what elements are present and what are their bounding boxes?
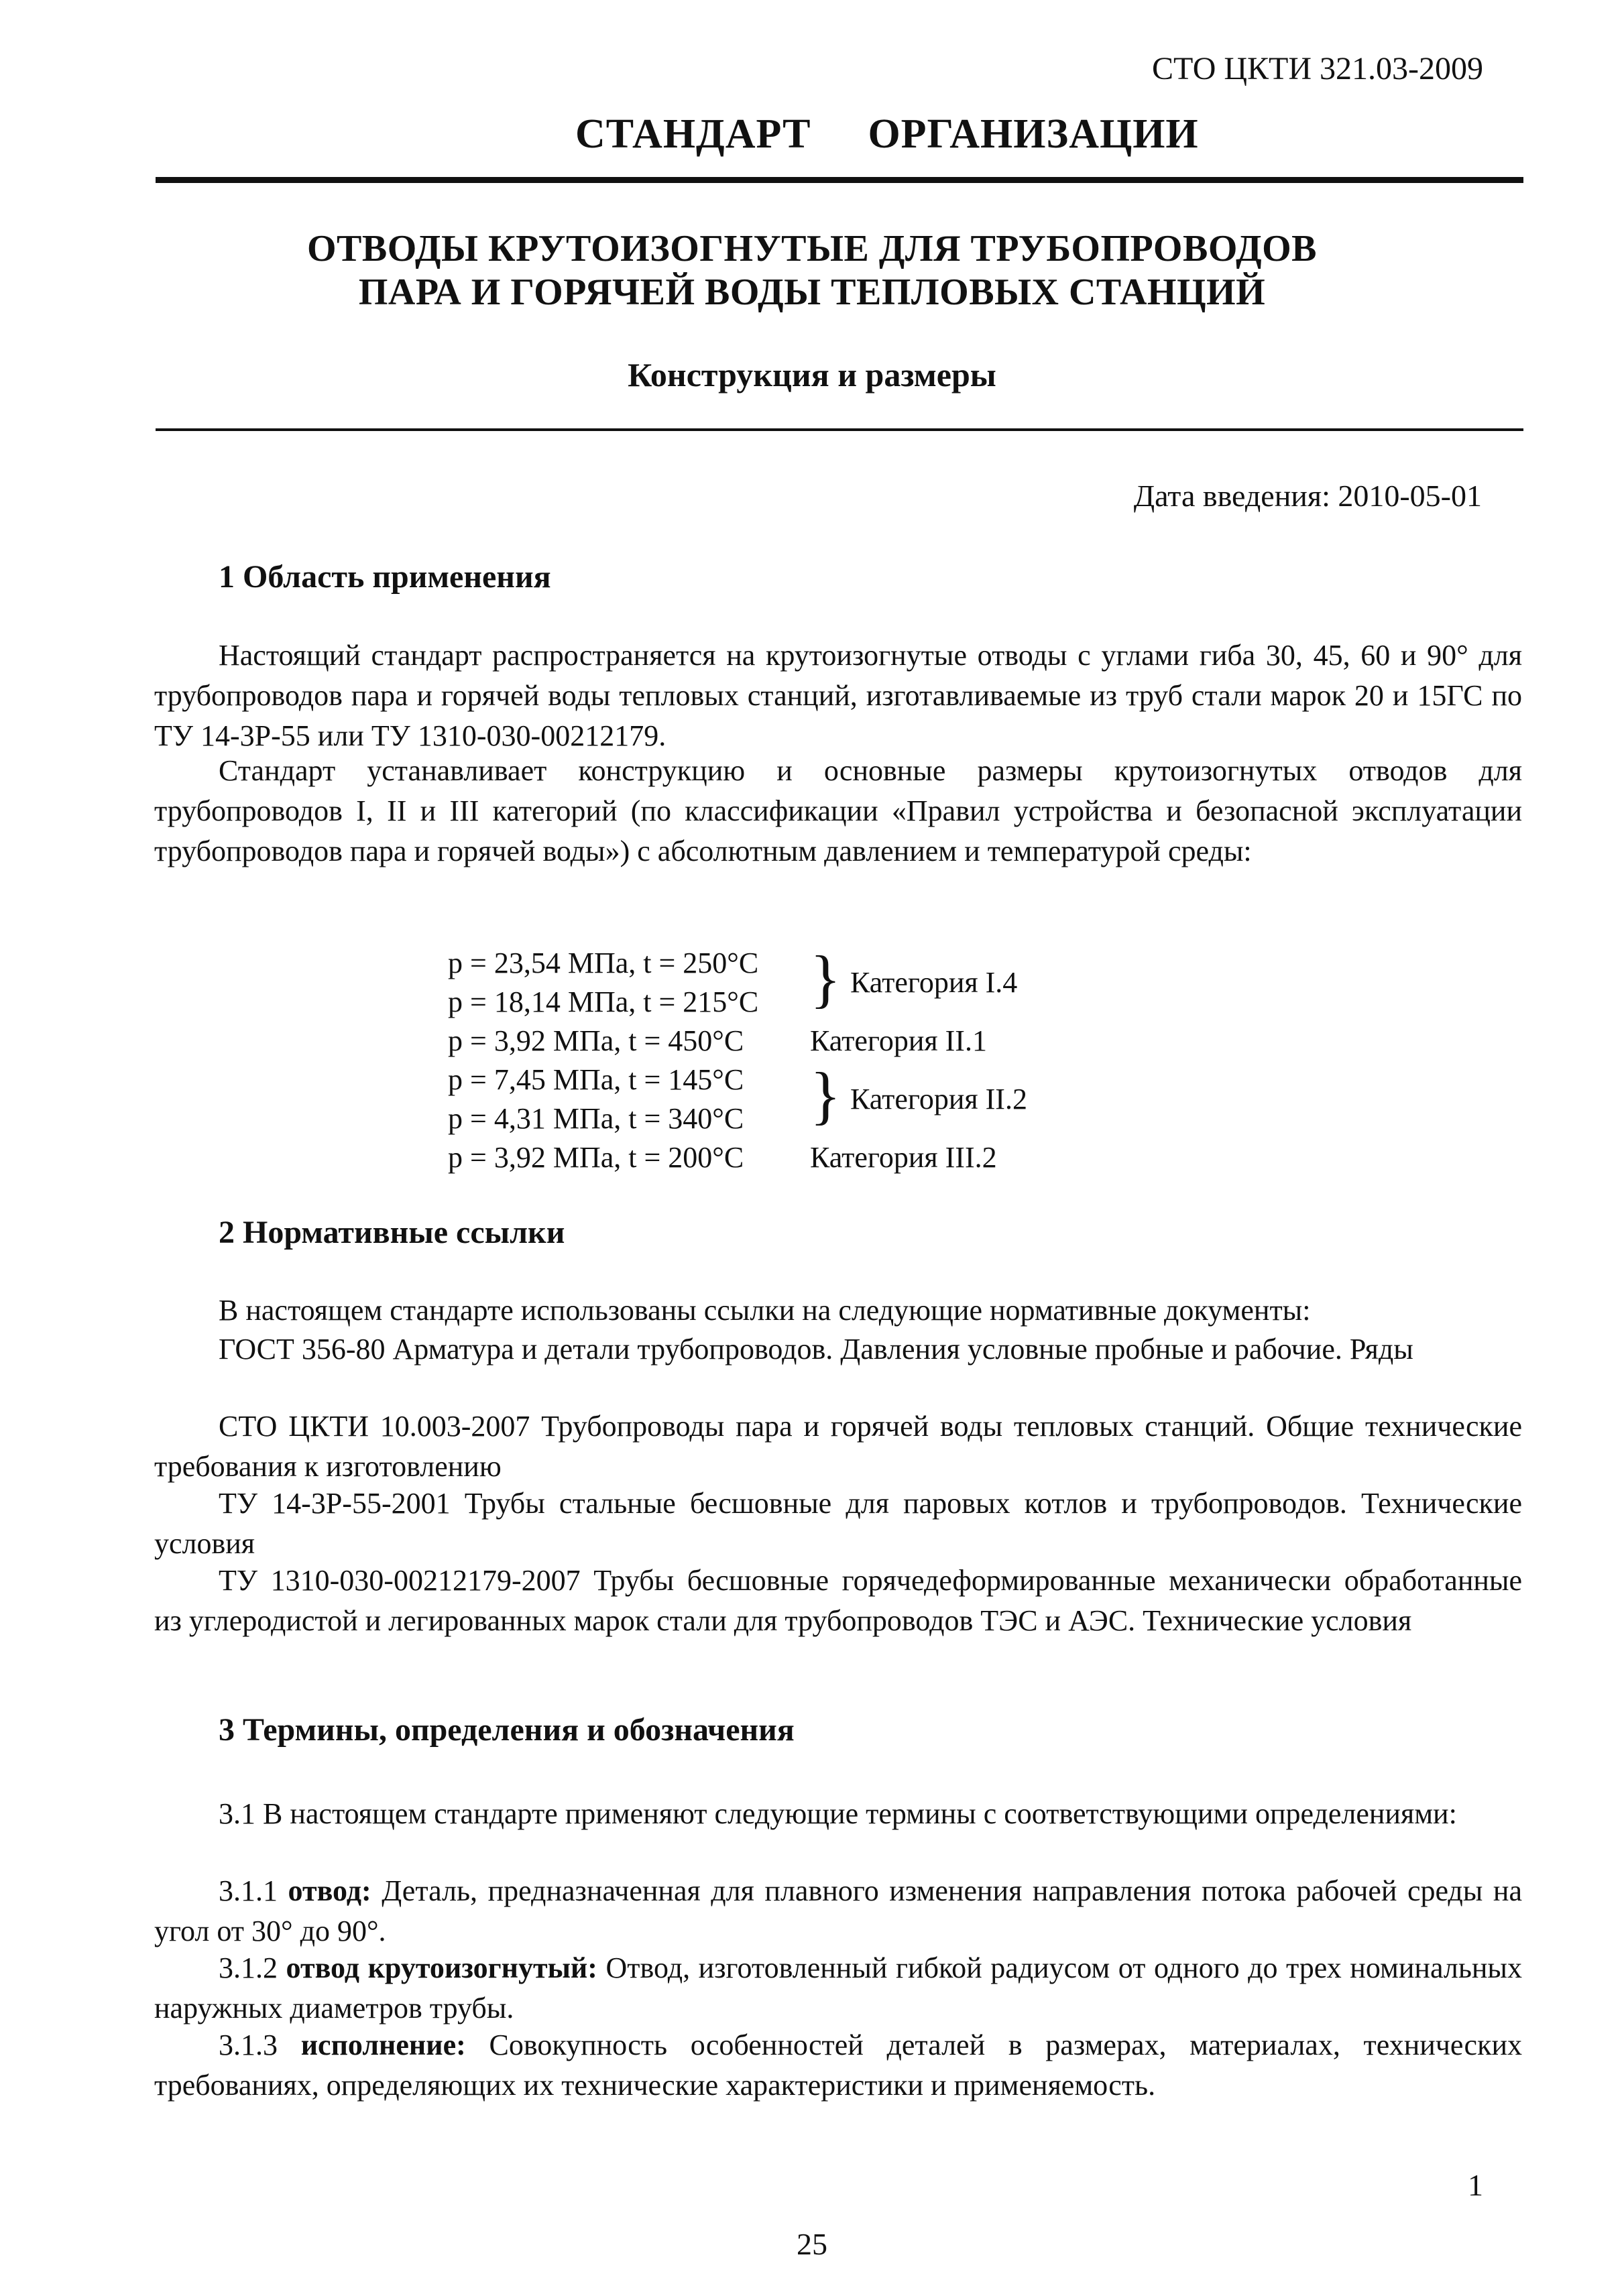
category-label-3: Категория II.2 [850,1083,1027,1115]
title-rule [156,428,1523,431]
section-2-paragraph-1 [154,1290,1522,1331]
doc-subtitle: Конструкция и размеры [628,356,996,394]
page-number-global: 25 [797,2227,827,2261]
section-3-paragraph-1 [154,1794,1522,1834]
term-number: 3.1.1 [219,1874,278,1907]
page-number-local: 1 [1468,2168,1483,2202]
doc-title-line-2: ПАРА И ГОРЯЧЕЙ ВОДЫ ТЕПЛОВЫХ СТАНЦИЙ [358,271,1266,313]
term-definition: Деталь, предназначенная для плавного изменения направления потока рабочей среды на угол от 30° до 90°. [154,1874,1522,1947]
section-3-heading: 3 Термины, определения и обозначения [219,1712,795,1748]
section-2-reference-4 [154,1561,1522,1641]
category-label-4: Категория III.2 [810,1141,997,1174]
org-title [575,107,1199,162]
term-3-1-1 [154,1871,1522,1951]
header-rule [156,177,1523,183]
section-2-reference-1 [154,1329,1522,1370]
term-number: 3.1.2 [219,1951,278,1984]
section-1-paragraph-2-text: Стандарт устанавливает конструкцию и основные размеры крутоизогнутых отводов для трубопроводов I, II и III категорий (по классификации «Правил устройства и безопасной эксплуатации трубопроводов пара и горячей воды») с абсолютным давлением и температурой среды: [154,754,1522,867]
brace-icon: } [810,943,842,1014]
param-line-1: p = 23,54 МПа, t = 250°C [448,947,759,979]
param-line-5: p = 4,31 МПа, t = 340°C [448,1102,744,1135]
term-name: отвод крутоизогнутый: [286,1951,597,1984]
term-definition: Отвод, изготовленный гибкой радиусом от одного до трех номинальных наружных диаметров трубы. [154,1951,1522,2025]
section-2-reference-2-text: СТО ЦКТИ 10.003-2007 Трубопроводы пара и горячей воды тепловых станций. Общие технические требования к изготовлению [154,1410,1522,1483]
section-1-heading: 1 Область применения [219,559,551,595]
intro-date: Дата введения: 2010-05-01 [1133,479,1482,513]
term-3-1-2 [154,1948,1522,2029]
category-label-1: Категория I.4 [850,966,1018,999]
section-3-paragraph-1-text: 3.1 В настоящем стандарте применяют следующие термины с соответствующими определениями: [219,1797,1457,1830]
section-2-reference-3-text: ТУ 14-3Р-55-2001 Трубы стальные бесшовные для паровых котлов и трубопроводов. Технические условия [154,1487,1522,1560]
category-label-2: Категория II.1 [810,1024,987,1057]
param-line-2: p = 18,14 МПа, t = 215°C [448,985,759,1018]
section-2-reference-2 [154,1406,1522,1487]
section-2-reference-1-text: ГОСТ 356-80 Арматура и детали трубопроводов. Давления условные пробные и рабочие. Ряды [219,1333,1413,1366]
term-name: исполнение: [300,2029,466,2061]
term-3-1-3 [154,2025,1522,2106]
doc-title-line-1: ОТВОДЫ КРУТОИЗОГНУТЫЕ ДЛЯ ТРУБОПРОВОДОВ [306,228,1318,269]
param-line-3: p = 3,92 МПа, t = 450°C [448,1024,744,1057]
param-line-4: p = 7,45 МПа, t = 145°C [448,1063,744,1096]
section-1-paragraph-1-text: Настоящий стандарт распространяется на крутоизогнутые отводы с углами гиба 30, 45, 60 и 90° для трубопроводов пара и горячей воды тепловых станций, изготавливаемые из труб стали марок 20 и 15ГС по ТУ 14-3Р-55 или ТУ 1310-030-00212179. [154,639,1522,752]
section-2-reference-4-text: ТУ 1310-030-00212179-2007 Трубы бесшовные горячедеформированные механически обработанные из углеродистой и легированных марок стали для трубопроводов ТЭС и АЭС. Технические условия [154,1564,1522,1637]
term-number: 3.1.3 [219,2029,278,2061]
org-title-part-2: ОРГАНИЗАЦИИ [868,111,1199,157]
section-2-heading: 2 Нормативные ссылки [219,1215,565,1250]
document-code: СТО ЦКТИ 321.03-2009 [1151,51,1483,86]
section-2-paragraph-1-text: В настоящем стандарте использованы ссылки на следующие нормативные документы: [219,1294,1311,1327]
section-1-paragraph-1 [154,636,1522,756]
term-name: отвод: [288,1874,371,1907]
section-1-paragraph-2 [154,751,1522,871]
org-title-part-1: СТАНДАРТ [575,111,811,157]
term-definition: Совокупность особенностей деталей в размерах, материалах, технических требованиях, определяющих их технические характеристики и применяемость. [154,2029,1522,2102]
param-line-6: p = 3,92 МПа, t = 200°C [448,1141,744,1174]
section-2-reference-3 [154,1484,1522,1564]
brace-icon: } [810,1059,842,1131]
